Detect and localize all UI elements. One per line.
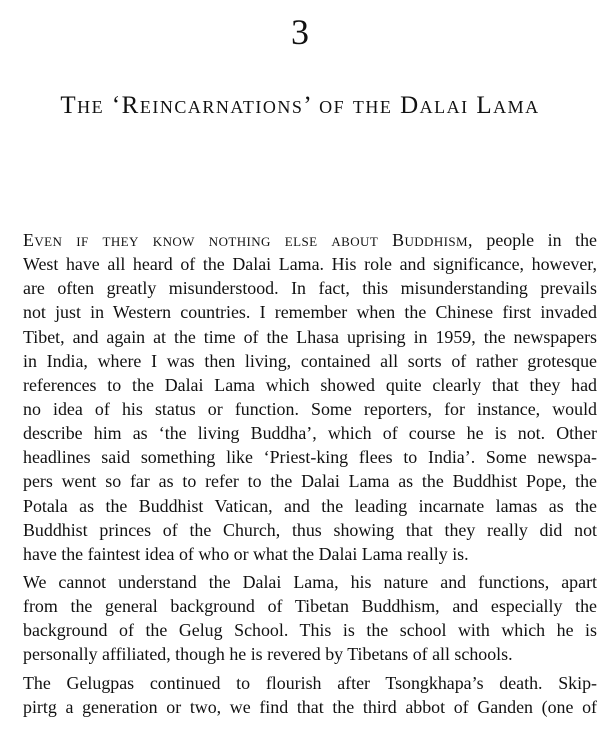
lead-in-small-caps: Even if they know nothing else about Buddhism,	[23, 230, 473, 250]
text-line: We cannot understand the Dalai Lama, his nature and functions, apart	[23, 571, 597, 592]
text-line: The Gelugpas continued to flourish after Tsongkhapa’s death. Skip-	[23, 672, 597, 693]
text-line: from the general background of Tibetan Buddhism, and especially the	[23, 596, 597, 617]
text-line: personally affiliated, though he is revered by Tibetans of all schools.	[23, 644, 513, 665]
chapter-title: The ‘Reincarnations’ of the Dalai Lama	[60, 92, 540, 119]
text-line: pers went so far as to refer to the Dalai Lama as the Buddhist Pope, the	[23, 471, 597, 492]
text-line: Tibet, and again at the time of the Lhasa uprising in 1959, the newspapers	[23, 326, 597, 347]
text-line: not just in Western countries. I remember when the Chinese first invaded	[23, 302, 597, 323]
text-line: background of the Gelug School. This is the school with which he is	[23, 620, 597, 641]
text-line: Buddhist princes of the Church, thus showing that they really did not	[23, 519, 597, 540]
text-line: references to the Dalai Lama which showed quite clearly that they had	[23, 374, 597, 395]
chapter-body	[23, 228, 597, 719]
text-line	[23, 228, 597, 252]
text-line: in India, where I was then living, contained all sorts of rather grotesque	[23, 350, 597, 371]
text-line: pirtg a generation or two, we find that the third abbot of Ganden (one of	[23, 696, 597, 717]
text-line: have the faintest idea of who or what the Dalai Lama really is.	[23, 543, 469, 564]
text-line: headlines said something like ‘Priest-king flees to India’. Some newspa-	[23, 447, 597, 468]
text-line: describe him as ‘the living Buddha’, which of course he is not. Other	[23, 423, 597, 444]
text-line: Potala as the Buddhist Vatican, and the leading incarnate lamas as the	[23, 495, 597, 516]
line-text: people in the	[472, 230, 597, 250]
text-line: no idea of his status or function. Some reporters, for instance, would	[23, 398, 597, 419]
text-line: West have all heard of the Dalai Lama. His role and significance, however,	[23, 254, 597, 275]
chapter-number: 3	[291, 12, 309, 52]
text-line: are often greatly misunderstood. In fact, this misunderstanding prevails	[23, 278, 597, 299]
